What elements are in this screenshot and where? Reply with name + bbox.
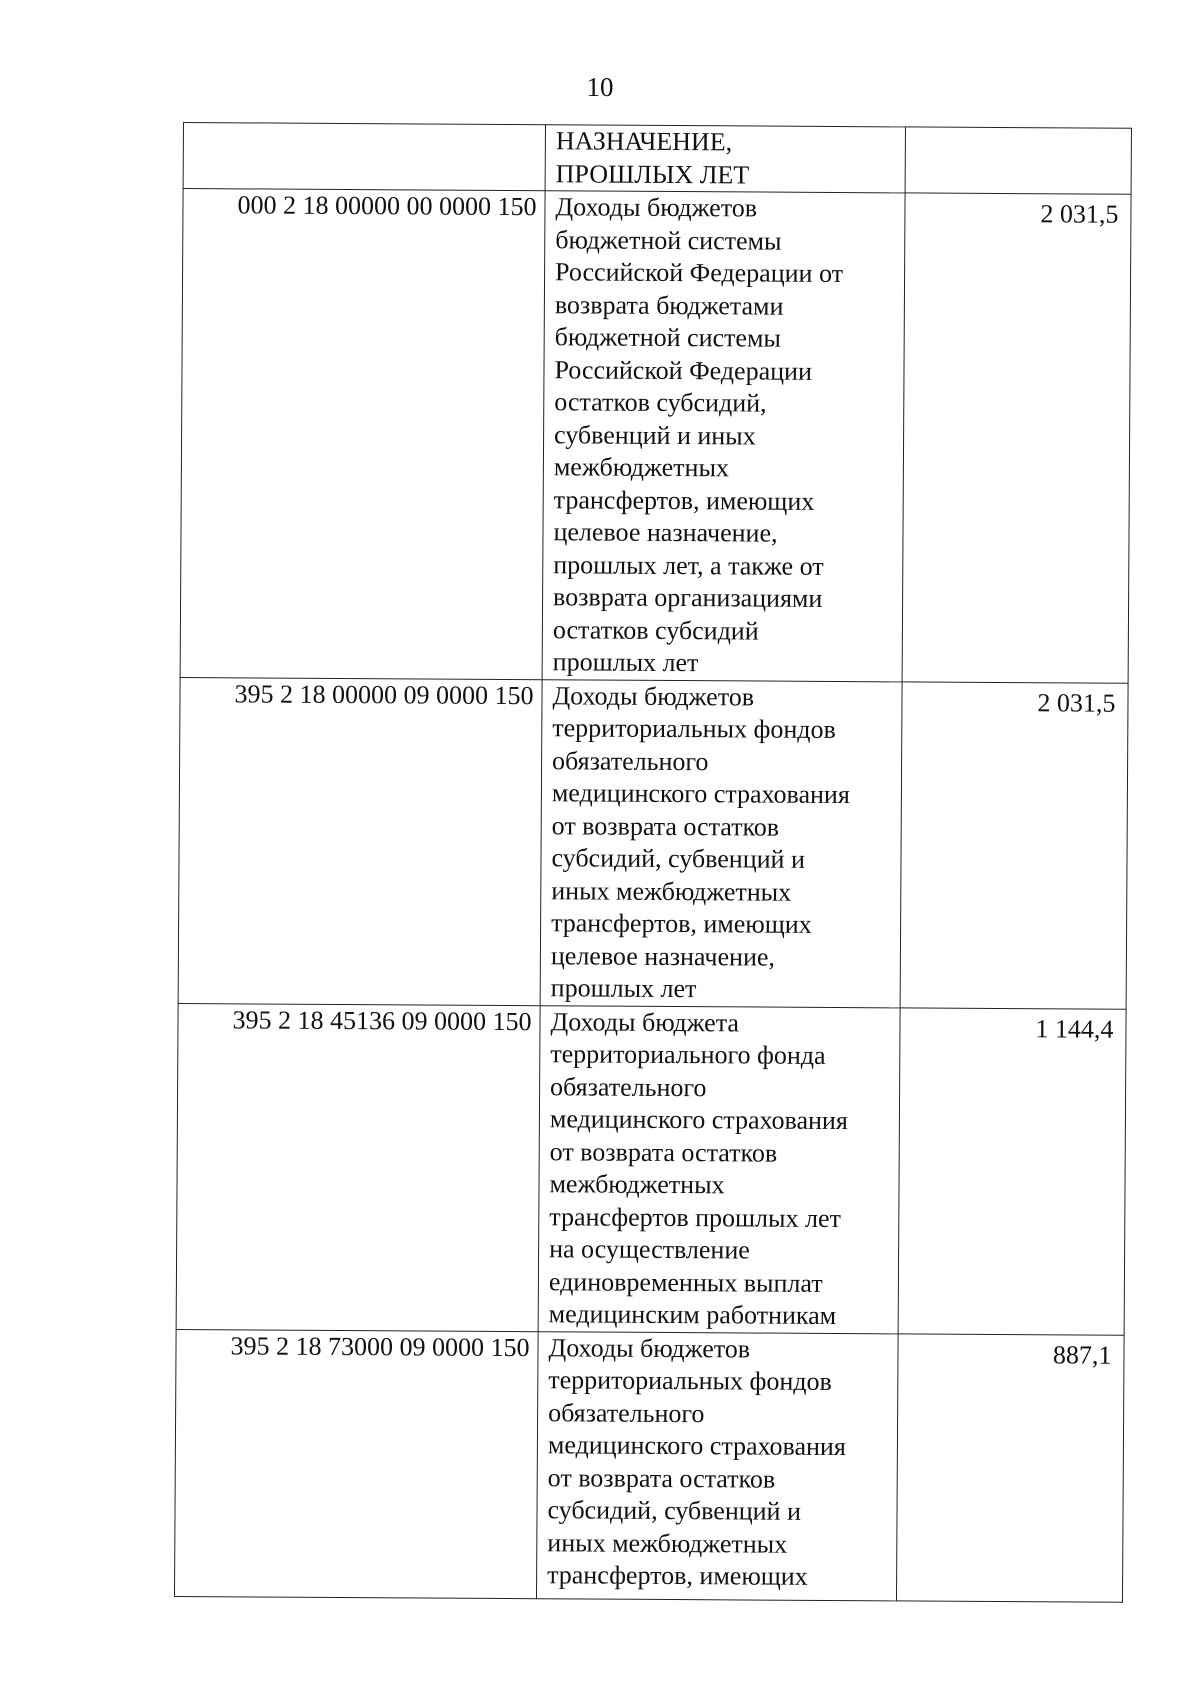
table-row	[183, 123, 1131, 195]
revenue-name-line: от возврата остатков	[547, 1462, 776, 1494]
revenue-code-cell: 000 2 18 00000 00 0000 150	[180, 189, 545, 680]
revenue-name-line: Доходы бюджетов	[552, 680, 755, 711]
revenue-code-cell: 395 2 18 45136 09 0000 150	[176, 1003, 540, 1331]
revenue-name-line: трансфертов, имеющих	[551, 908, 812, 939]
revenue-name-line: от возврата остатков	[551, 810, 780, 842]
revenue-name-line: медицинским работникам	[548, 1299, 837, 1331]
revenue-name-line: единовременных выплат	[548, 1266, 823, 1298]
table-row	[176, 1003, 1126, 1335]
revenue-name-line: территориального фонда	[550, 1039, 826, 1070]
revenue-name-line: целевое назначение,	[550, 940, 776, 972]
revenue-name-line: целевое назначение,	[553, 517, 778, 548]
revenue-name-line: иных межбюджетных	[547, 1527, 788, 1559]
table-row	[178, 677, 1128, 1009]
table-row	[174, 1329, 1124, 1602]
revenue-name-line: межбюджетных	[553, 452, 730, 483]
revenue-name-line: медицинского страхования	[549, 1104, 848, 1136]
revenue-name-line: Российской Федерации	[554, 354, 813, 386]
revenue-amount-cell: 2 031,5	[902, 193, 1131, 683]
revenue-name-line: бюджетной системы	[554, 322, 782, 353]
revenue-name-line: медицинского страхования	[551, 778, 850, 810]
revenue-name-line: возврата бюджетами	[554, 289, 784, 321]
revenue-name-cell	[542, 191, 905, 682]
revenue-name-line: трансфертов, имеющих	[553, 484, 815, 516]
revenue-name-cell	[545, 125, 905, 193]
revenue-name-line: обязательного	[552, 745, 709, 776]
revenue-name-line: субсидий, субвенций и	[547, 1495, 802, 1526]
revenue-amount-cell: 887,1	[896, 1333, 1124, 1601]
revenue-name-line: остатков субсидий	[552, 614, 759, 646]
revenue-name-line: прошлых лет	[552, 647, 699, 678]
revenue-name-line: трансфертов прошлых лет	[549, 1201, 841, 1233]
revenue-amount-cell: 2 031,5	[900, 681, 1128, 1008]
revenue-name-line: прошлых лет	[550, 973, 697, 1004]
revenue-name-line: Доходы бюджетов	[555, 192, 758, 223]
revenue-name-line: Доходы бюджетов	[548, 1332, 751, 1363]
revenue-name-line: обязательного	[548, 1397, 705, 1428]
revenue-name-line: остатков субсидий,	[554, 387, 767, 418]
budget-revenue-table	[174, 122, 1132, 1602]
revenue-name-line: субвенций и иных	[554, 419, 756, 451]
revenue-name-line: территориальных фондов	[552, 713, 836, 744]
revenue-name-line: обязательного	[550, 1071, 707, 1102]
revenue-name-line: от возврата остатков	[549, 1136, 778, 1168]
page-number: 10	[586, 72, 614, 102]
revenue-name-line: на осуществление	[549, 1234, 750, 1265]
revenue-name-line: возврата организациями	[553, 582, 823, 613]
revenue-name-line: ПРОШЛЫХ ЛЕТ	[555, 158, 750, 189]
revenue-name-line: НАЗНАЧЕНИЕ,	[555, 126, 733, 157]
revenue-amount-cell: 1 144,4	[898, 1007, 1126, 1334]
revenue-name-line: Российской Федерации от	[555, 257, 844, 289]
revenue-name-line: территориальных фондов	[548, 1365, 832, 1396]
revenue-name-line: медицинского страхования	[547, 1430, 846, 1462]
revenue-code-cell: 395 2 18 00000 09 0000 150	[178, 677, 542, 1005]
revenue-name-line: Доходы бюджета	[550, 1006, 740, 1037]
revenue-name-line: трансфертов, имеющих	[547, 1560, 808, 1591]
revenue-name-cell	[538, 1005, 900, 1333]
revenue-name-line: межбюджетных	[549, 1169, 725, 1200]
revenue-name-line: прошлых лет, а также от	[553, 549, 824, 581]
revenue-amount-cell	[905, 127, 1131, 194]
revenue-name-line: иных межбюджетных	[551, 875, 792, 907]
revenue-name-cell	[536, 1331, 898, 1600]
revenue-name-line: бюджетной системы	[555, 224, 782, 256]
revenue-code-cell	[183, 123, 545, 191]
revenue-code-cell: 395 2 18 73000 09 0000 150	[174, 1329, 538, 1598]
revenue-name-line: субсидий, субвенций и	[551, 843, 806, 874]
table-row	[180, 189, 1131, 683]
revenue-name-cell	[540, 679, 902, 1007]
